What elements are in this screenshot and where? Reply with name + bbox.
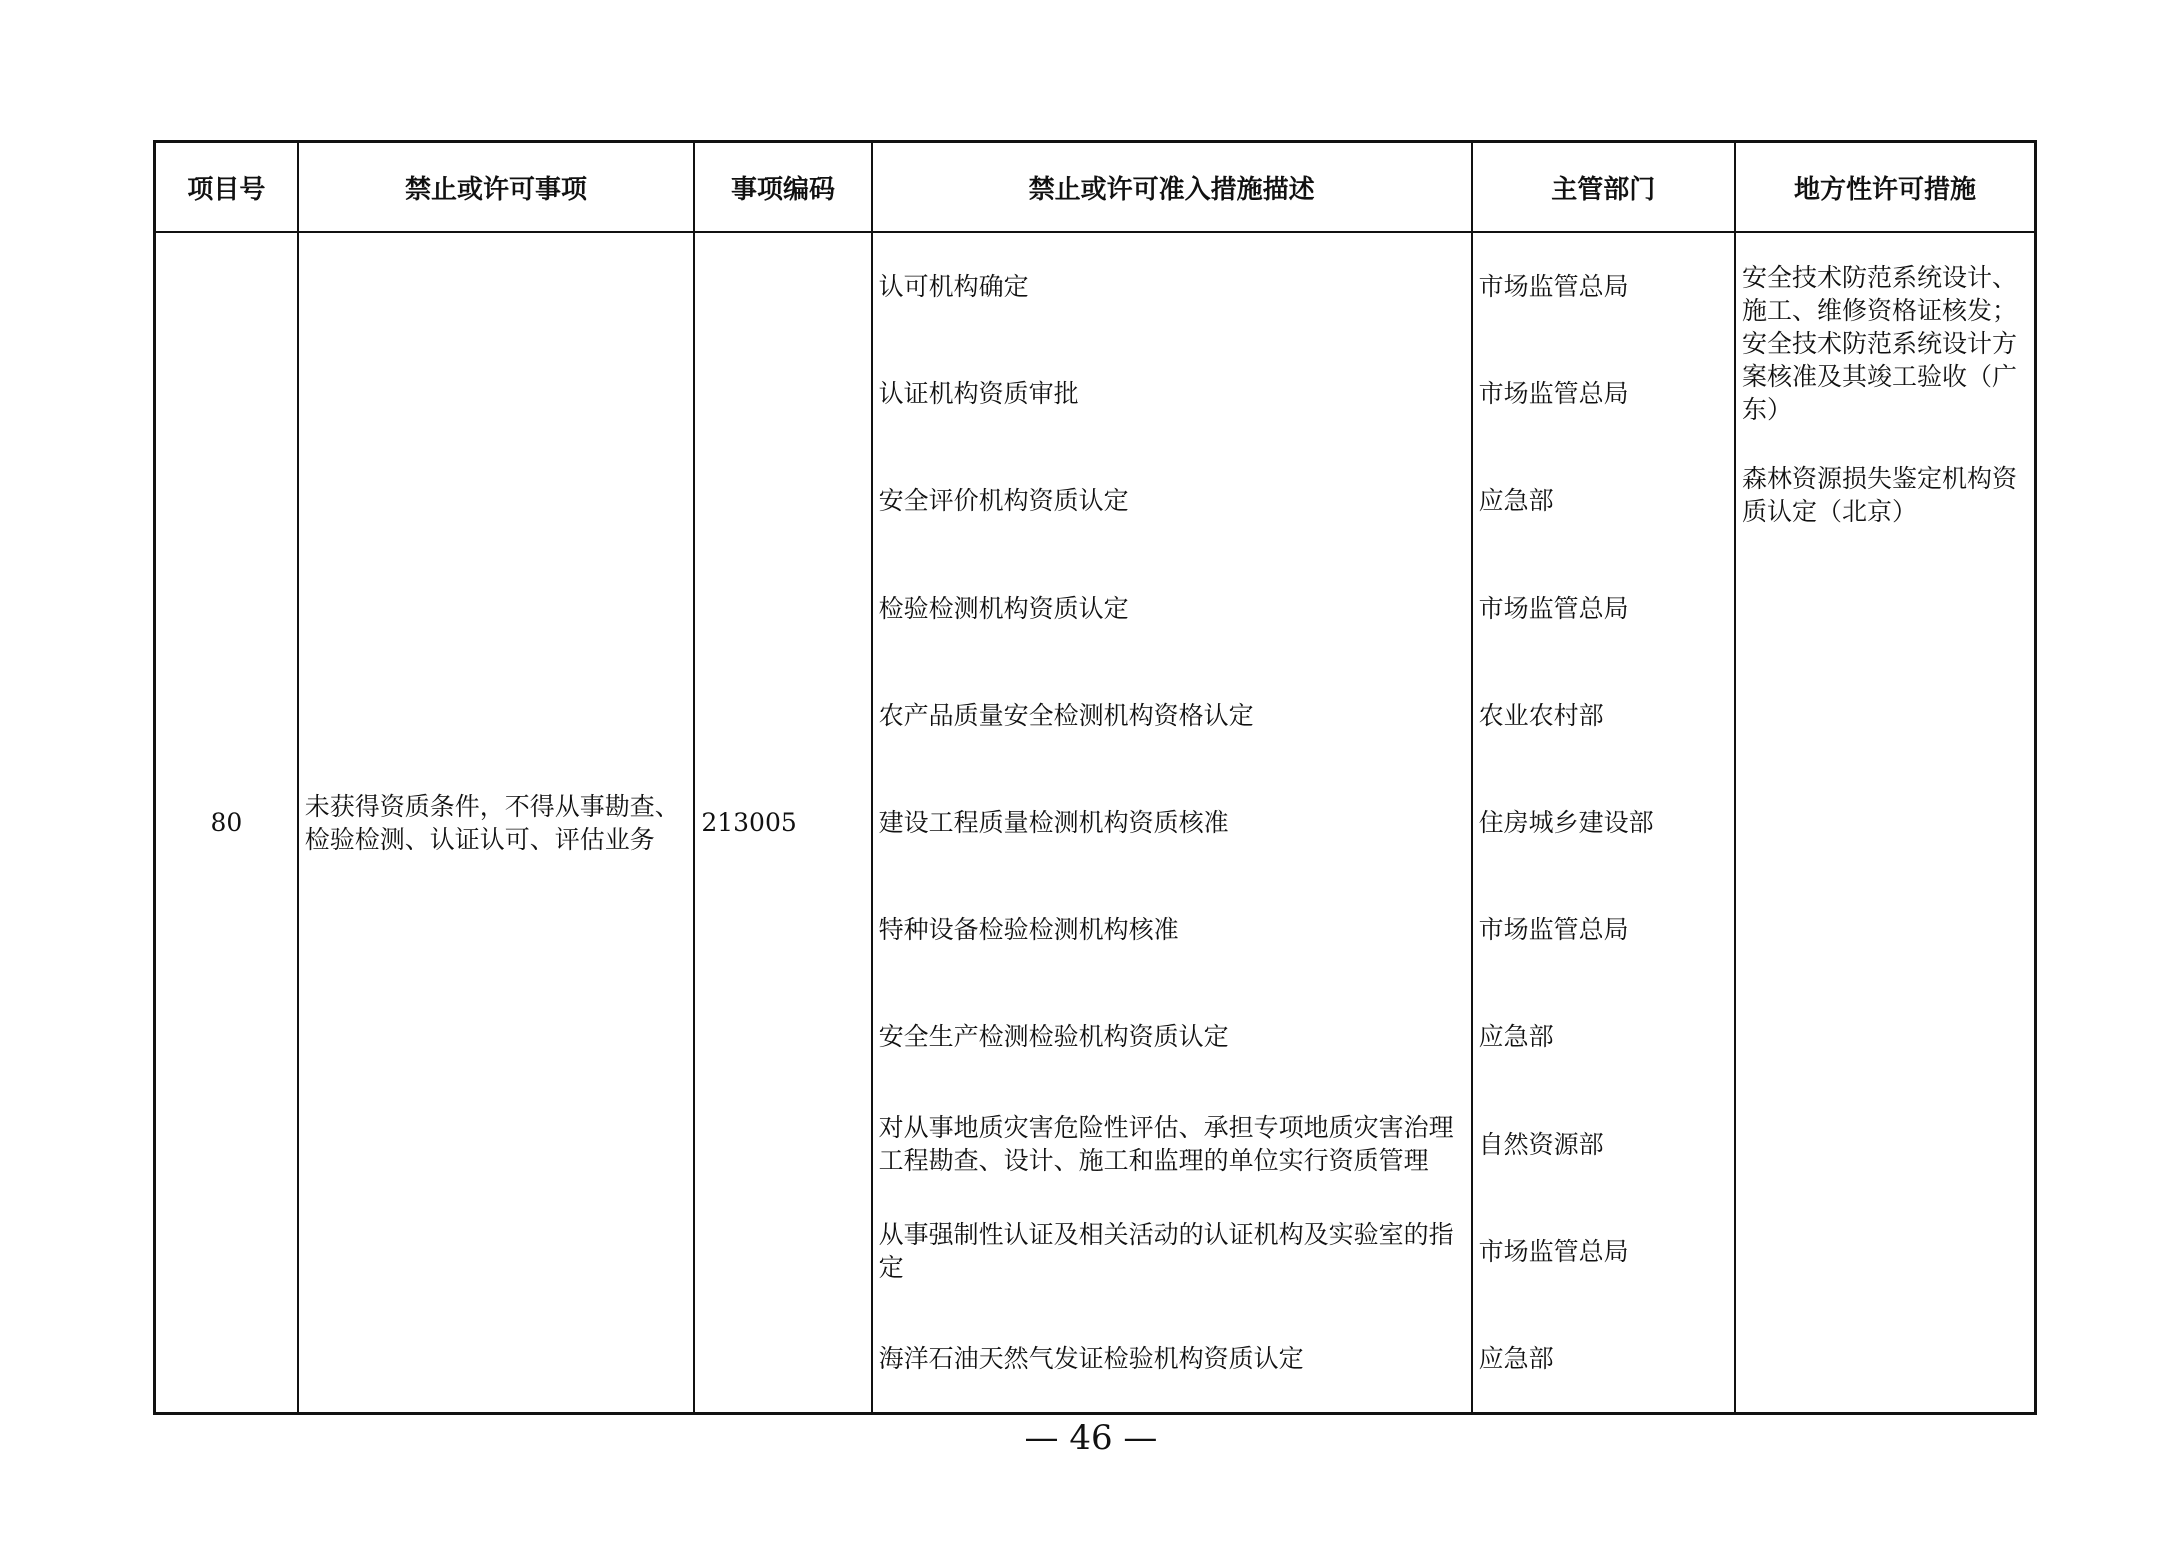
- department-item: 应急部: [1478, 1022, 1554, 1052]
- local-measures-cell: [1735, 232, 2036, 1414]
- local-measure-item: 森林资源损失鉴定机构资质认定（北京）: [1741, 464, 2017, 526]
- table-row: [155, 232, 2036, 1414]
- permit-table: [153, 140, 2037, 1415]
- measure-item: 认可机构确定: [878, 272, 1029, 302]
- header-measures: 禁止或许可准入措施描述: [872, 142, 1472, 233]
- department-item: 应急部: [1478, 486, 1554, 516]
- department-item: 市场监管总局: [1478, 593, 1629, 623]
- measures-cell: [872, 232, 1472, 1414]
- header-item-no: 项目号: [155, 142, 298, 233]
- measure-item: 从事强制性认证及相关活动的认证机构及实验室的指定: [878, 1220, 1454, 1283]
- measure-item: 农产品质量安全检测机构资格认定: [878, 700, 1254, 730]
- measure-item: 特种设备检验检测机构核准: [878, 915, 1179, 945]
- header-code: 事项编码: [694, 142, 871, 233]
- matter-description: 未获得资质条件，不得从事勘查、检验检测、认证认可、评估业务: [298, 232, 695, 1414]
- department-item: 应急部: [1478, 1343, 1554, 1373]
- table-header-row: [155, 142, 2036, 233]
- department-item: 市场监管总局: [1478, 272, 1629, 302]
- measure-item: 安全生产检测检验机构资质认定: [878, 1022, 1229, 1052]
- measure-item: 建设工程质量检测机构资质核准: [878, 808, 1229, 838]
- measure-item: 检验检测机构资质认定: [878, 593, 1129, 623]
- local-measure-item: 安全技术防范系统设计、施工、维修资格证核发；安全技术防范系统设计方案核准及其竣工验收（广东）: [1741, 263, 2017, 424]
- measure-item: 海洋石油天然气发证检验机构资质认定: [878, 1343, 1304, 1373]
- header-local-measures: 地方性许可措施: [1735, 142, 2036, 233]
- department-item: 自然资源部: [1478, 1129, 1604, 1159]
- department-item: 住房城乡建设部: [1478, 808, 1654, 838]
- department-item: 市场监管总局: [1478, 915, 1629, 945]
- header-matter: 禁止或许可事项: [298, 142, 695, 233]
- page-number: — 46 —: [1024, 1418, 1158, 1458]
- measure-item: 对从事地质灾害危险性评估、承担专项地质灾害治理工程勘查、设计、施工和监理的单位实行资质管理: [878, 1113, 1454, 1176]
- item-number: 80: [155, 232, 298, 1414]
- measure-item: 认证机构资质审批: [878, 379, 1079, 409]
- matter-code: 213005: [694, 232, 871, 1414]
- department-item: 市场监管总局: [1478, 1236, 1629, 1266]
- department-item: 市场监管总局: [1478, 379, 1629, 409]
- departments-cell: [1472, 232, 1735, 1414]
- header-department: 主管部门: [1472, 142, 1735, 233]
- measure-item: 安全评价机构资质认定: [878, 486, 1129, 516]
- department-item: 农业农村部: [1478, 700, 1604, 730]
